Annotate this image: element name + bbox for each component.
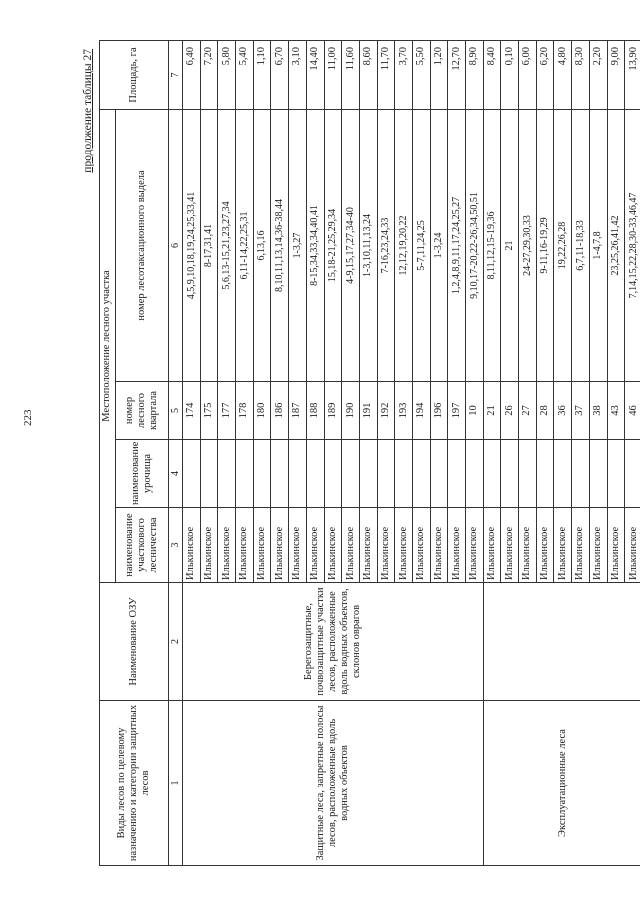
area-cell: 3,70: [395, 40, 413, 109]
tract-cell: [483, 440, 501, 508]
area-cell: 6,70: [271, 40, 289, 109]
block-cell: 178: [236, 382, 254, 440]
section-cell: 4-9,15,17,27,34-40: [342, 109, 360, 381]
forestry-cell: Илькинское: [236, 508, 254, 583]
continuation-note: продолжение таблицы 27: [82, 49, 94, 173]
area-cell: 1,10: [253, 40, 271, 109]
block-cell: 38: [589, 382, 607, 440]
ozu-empty: [483, 583, 640, 701]
tract-cell: [395, 440, 413, 508]
section-cell: 8,10,11,13,14,36-38,44: [271, 109, 289, 381]
area-cell: 8,40: [483, 40, 501, 109]
tract-cell: [200, 440, 218, 508]
header-location: Местоположение лесного участка: [100, 109, 116, 582]
tract-cell: [412, 440, 430, 508]
col-number: 1: [169, 701, 183, 866]
forestry-cell: Илькинское: [466, 508, 484, 583]
section-cell: 7-16,23,24,33: [377, 109, 395, 381]
forest-kind-protective: Защитные леса, запретные полосы лесов, расположенные вдоль водных объектов: [183, 701, 484, 866]
section-cell: 7,14,15,22,28,30-33,46,47: [625, 109, 640, 381]
table-body: [183, 40, 640, 865]
forestry-cell: Илькинское: [359, 508, 377, 583]
section-cell: 1-3,24: [430, 109, 448, 381]
header-block: номер лесного квартала: [116, 382, 169, 440]
block-cell: 191: [359, 382, 377, 440]
tract-cell: [377, 440, 395, 508]
block-cell: 10: [466, 382, 484, 440]
area-cell: 8,90: [466, 40, 484, 109]
area-cell: 0,10: [501, 40, 519, 109]
area-cell: 6,20: [536, 40, 554, 109]
col-number: 6: [169, 109, 183, 381]
section-cell: 15,18-21,25,29,34: [324, 109, 342, 381]
area-cell: 8,30: [572, 40, 590, 109]
tract-cell: [271, 440, 289, 508]
tract-cell: [342, 440, 360, 508]
header-forest-kind: Виды лесов по целевому назначению и категории защитных лесов: [100, 701, 169, 866]
area-cell: 6,40: [183, 40, 201, 109]
header-tract: наименование урочища: [116, 440, 169, 508]
tract-cell: [289, 440, 307, 508]
forestry-cell: Илькинское: [430, 508, 448, 583]
block-cell: 37: [572, 382, 590, 440]
forestry-cell: Илькинское: [589, 508, 607, 583]
section-cell: 6,13,16: [253, 109, 271, 381]
forestry-cell: Илькинское: [395, 508, 413, 583]
forestry-cell: Илькинское: [271, 508, 289, 583]
section-cell: 8,11,12,15-19,36: [483, 109, 501, 381]
block-cell: 21: [483, 382, 501, 440]
tract-cell: [306, 440, 324, 508]
tract-cell: [589, 440, 607, 508]
area-cell: 4,80: [554, 40, 572, 109]
tract-cell: [501, 440, 519, 508]
section-cell: 9-11,16-19,29: [536, 109, 554, 381]
forestry-cell: Илькинское: [183, 508, 201, 583]
forestry-cell: Илькинское: [536, 508, 554, 583]
forestry-cell: Илькинское: [483, 508, 501, 583]
tract-cell: [253, 440, 271, 508]
block-cell: 193: [395, 382, 413, 440]
block-cell: 188: [306, 382, 324, 440]
section-cell: 6,7,11-18,33: [572, 109, 590, 381]
area-cell: 12,70: [448, 40, 466, 109]
section-cell: 8-17,31,41: [200, 109, 218, 381]
forestry-cell: Илькинское: [625, 508, 640, 583]
area-cell: 11,60: [342, 40, 360, 109]
rotated-table-page: [77, 41, 639, 866]
col-number: 3: [169, 508, 183, 583]
tract-cell: [430, 440, 448, 508]
tract-cell: [183, 440, 201, 508]
ozu-name: Берегозащитные, почвозащитные участки лесов, расположенные вдоль водных объектов, склонов оврагов: [183, 583, 484, 701]
area-cell: 5,40: [236, 40, 254, 109]
tract-cell: [519, 440, 537, 508]
area-cell: 5,80: [218, 40, 236, 109]
forestry-cell: Илькинское: [448, 508, 466, 583]
forestry-cell: Илькинское: [200, 508, 218, 583]
tract-cell: [625, 440, 640, 508]
forestry-cell: Илькинское: [306, 508, 324, 583]
tract-cell: [324, 440, 342, 508]
forestry-cell: Илькинское: [289, 508, 307, 583]
area-cell: 5,50: [412, 40, 430, 109]
header-forestry: наименование участкового лесничества: [116, 508, 169, 583]
area-cell: 2,20: [589, 40, 607, 109]
forestry-cell: Илькинское: [324, 508, 342, 583]
section-cell: 23,25,26,41,42: [607, 109, 625, 381]
col-number: 5: [169, 382, 183, 440]
page-number: 223: [22, 409, 34, 426]
section-cell: 24-27,29,30,33: [519, 109, 537, 381]
forestry-cell: Илькинское: [253, 508, 271, 583]
section-cell: 1-4,7,8: [589, 109, 607, 381]
table-row: [183, 40, 201, 865]
tract-cell: [218, 440, 236, 508]
block-cell: 27: [519, 382, 537, 440]
section-cell: 8-15,34,33,34,40,41: [306, 109, 324, 381]
forest-kind-exploitation: Эксплуатационные леса: [483, 701, 640, 866]
block-cell: 197: [448, 382, 466, 440]
area-cell: 7,20: [200, 40, 218, 109]
tract-cell: [448, 440, 466, 508]
area-cell: 3,10: [289, 40, 307, 109]
block-cell: 43: [607, 382, 625, 440]
area-cell: 8,60: [359, 40, 377, 109]
block-cell: 189: [324, 382, 342, 440]
area-cell: 1,20: [430, 40, 448, 109]
forestry-cell: Илькинское: [501, 508, 519, 583]
section-cell: 21: [501, 109, 519, 381]
forestry-cell: Илькинское: [342, 508, 360, 583]
area-cell: 11,70: [377, 40, 395, 109]
block-cell: 36: [554, 382, 572, 440]
forestry-cell: Илькинское: [412, 508, 430, 583]
section-cell: 4,5,9,10,18,19,24,25,33,41: [183, 109, 201, 381]
tract-cell: [554, 440, 572, 508]
forestry-cell: Илькинское: [519, 508, 537, 583]
block-cell: 187: [289, 382, 307, 440]
section-cell: 5,6,13-15,21,23,27,34: [218, 109, 236, 381]
section-cell: 19,22,26,28: [554, 109, 572, 381]
tract-cell: [536, 440, 554, 508]
area-cell: 11,00: [324, 40, 342, 109]
col-number: 2: [169, 583, 183, 701]
area-cell: 14,40: [306, 40, 324, 109]
tract-cell: [572, 440, 590, 508]
block-cell: 46: [625, 382, 640, 440]
forestry-cell: Илькинское: [607, 508, 625, 583]
area-cell: 6,00: [519, 40, 537, 109]
block-cell: 194: [412, 382, 430, 440]
forest-table: [99, 40, 640, 866]
header-ozu: Наименование ОЗУ: [100, 583, 169, 701]
section-cell: 6,11-14,22,25,31: [236, 109, 254, 381]
block-cell: 192: [377, 382, 395, 440]
block-cell: 28: [536, 382, 554, 440]
block-cell: 186: [271, 382, 289, 440]
block-cell: 175: [200, 382, 218, 440]
forestry-cell: Илькинское: [572, 508, 590, 583]
block-cell: 196: [430, 382, 448, 440]
forestry-cell: Илькинское: [218, 508, 236, 583]
block-cell: 177: [218, 382, 236, 440]
forestry-cell: Илькинское: [554, 508, 572, 583]
col-number: 4: [169, 440, 183, 508]
section-cell: 12,12,19,20,22: [395, 109, 413, 381]
block-cell: 174: [183, 382, 201, 440]
section-cell: 9,10,17-20,22-26,34,50,51: [466, 109, 484, 381]
header-area: Площадь, га: [100, 40, 169, 109]
block-cell: 180: [253, 382, 271, 440]
header-section: номер лесотаксационного выдела: [116, 109, 169, 381]
section-cell: 5-7,11,24,25: [412, 109, 430, 381]
tract-cell: [607, 440, 625, 508]
block-cell: 26: [501, 382, 519, 440]
tract-cell: [359, 440, 377, 508]
section-cell: 1-3,10,11,13,24: [359, 109, 377, 381]
section-cell: 1,2,4,8,9,11,17,24,25,27: [448, 109, 466, 381]
section-cell: 1-3,27: [289, 109, 307, 381]
table-row: [483, 40, 501, 865]
area-cell: 13,90: [625, 40, 640, 109]
tract-cell: [466, 440, 484, 508]
tract-cell: [236, 440, 254, 508]
col-number: 7: [169, 40, 183, 109]
forestry-cell: Илькинское: [377, 508, 395, 583]
area-cell: 9,00: [607, 40, 625, 109]
block-cell: 190: [342, 382, 360, 440]
